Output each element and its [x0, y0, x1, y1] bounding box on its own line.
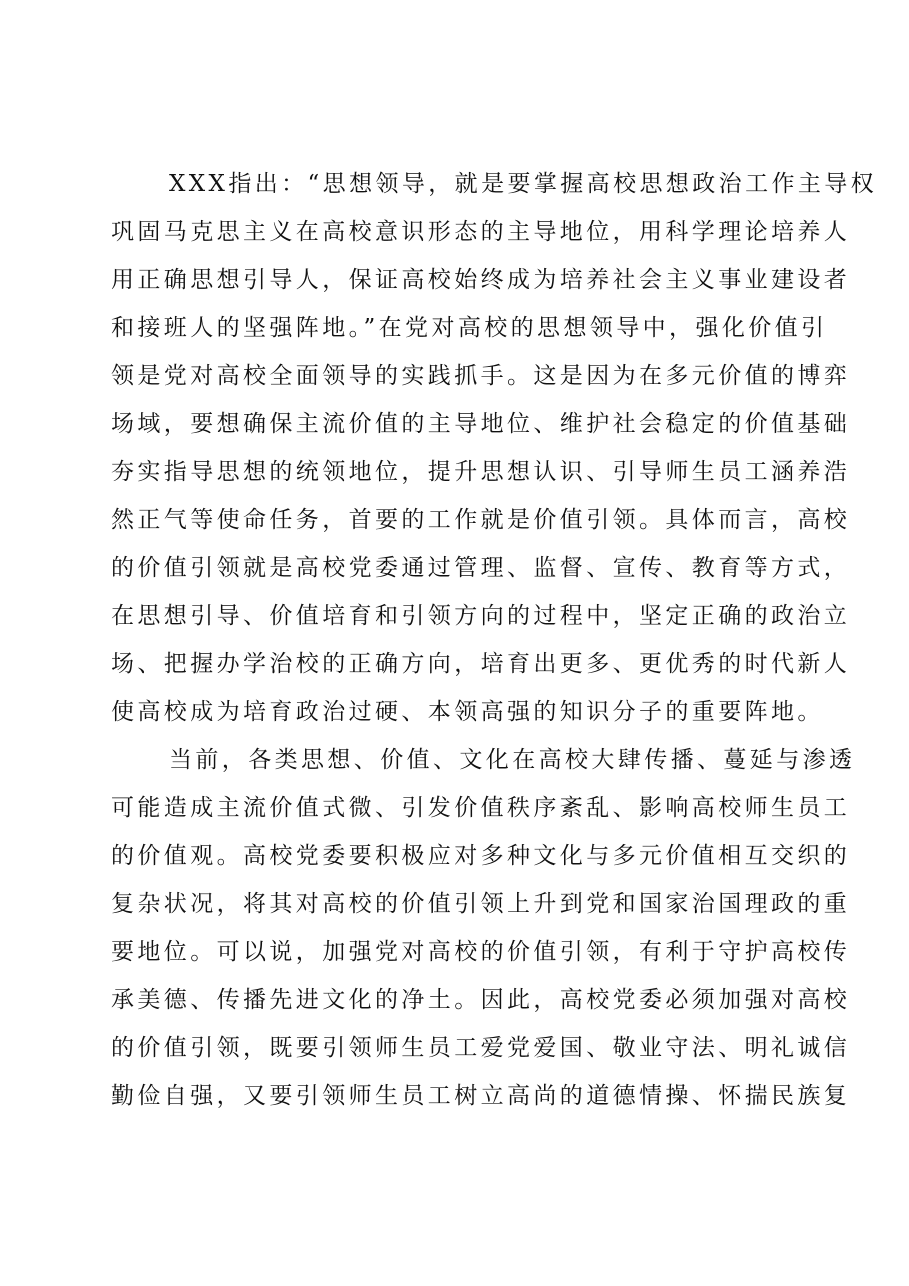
text-line: 要地位。可以说，加强党对高校的价值引领，有利于守护高校传: [111, 939, 851, 965]
text-line: 和接班人的坚强阵地。”在党对高校的思想领导中，强化价值引: [111, 315, 828, 341]
text-line: 领是党对高校全面领导的实践抓手。这是因为在多元价值的博弈: [111, 363, 851, 389]
text-line: 当前，各类思想、价值、文化在高校大肆传播、蔓延与渗透: [169, 747, 856, 773]
text-line: 用正确思想引导人，保证高校始终成为培养社会主义事业建设者: [111, 267, 851, 293]
text-line: 的价值引领，既要引领师生员工爱党爱国、敬业守法、明礼诚信: [111, 1035, 851, 1061]
paragraph-2: [111, 736, 856, 1120]
text-line: 的价值引领就是高校党委通过管理、监督、宣传、教育等方式，: [111, 555, 851, 581]
document-body: [111, 160, 878, 1120]
paragraph-1: [111, 160, 878, 736]
text-line: 的价值观。高校党委要积极应对多种文化与多元价值相互交织的: [111, 843, 851, 869]
text-line: 场域，要想确保主流价值的主导地位、维护社会稳定的价值基础: [111, 411, 851, 437]
text-line: 承美德、传播先进文化的净土。因此，高校党委必须加强对高校: [111, 987, 851, 1013]
text-line: 可能造成主流价值式微、引发价值秩序紊乱、影响高校师生员工: [111, 795, 851, 821]
text-line: 勤俭自强，又要引领师生员工树立高尚的道德情操、怀揣民族复: [111, 1083, 851, 1109]
text-line: 场、把握办学治校的正确方向，培育出更多、更优秀的时代新人: [111, 651, 851, 677]
text-line: 在思想引导、价值培育和引领方向的过程中，坚定正确的政治立: [111, 603, 851, 629]
text-line: 使高校成为培育政治过硬、本领高强的知识分子的重要阵地。: [111, 699, 824, 725]
text-line: XXX指出：“思想领导，就是要掌握高校思想政治工作主导权: [169, 171, 878, 197]
text-line: 夯实指导思想的统领地位，提升思想认识、引导师生员工涵养浩: [111, 459, 851, 485]
text-line: 巩固马克思主义在高校意识形态的主导地位，用科学理论培养人: [111, 219, 851, 245]
text-line: 复杂状况，将其对高校的价值引领上升到党和国家治国理政的重: [111, 891, 851, 917]
text-line: 然正气等使命任务，首要的工作就是价值引领。具体而言，高校: [111, 507, 851, 533]
